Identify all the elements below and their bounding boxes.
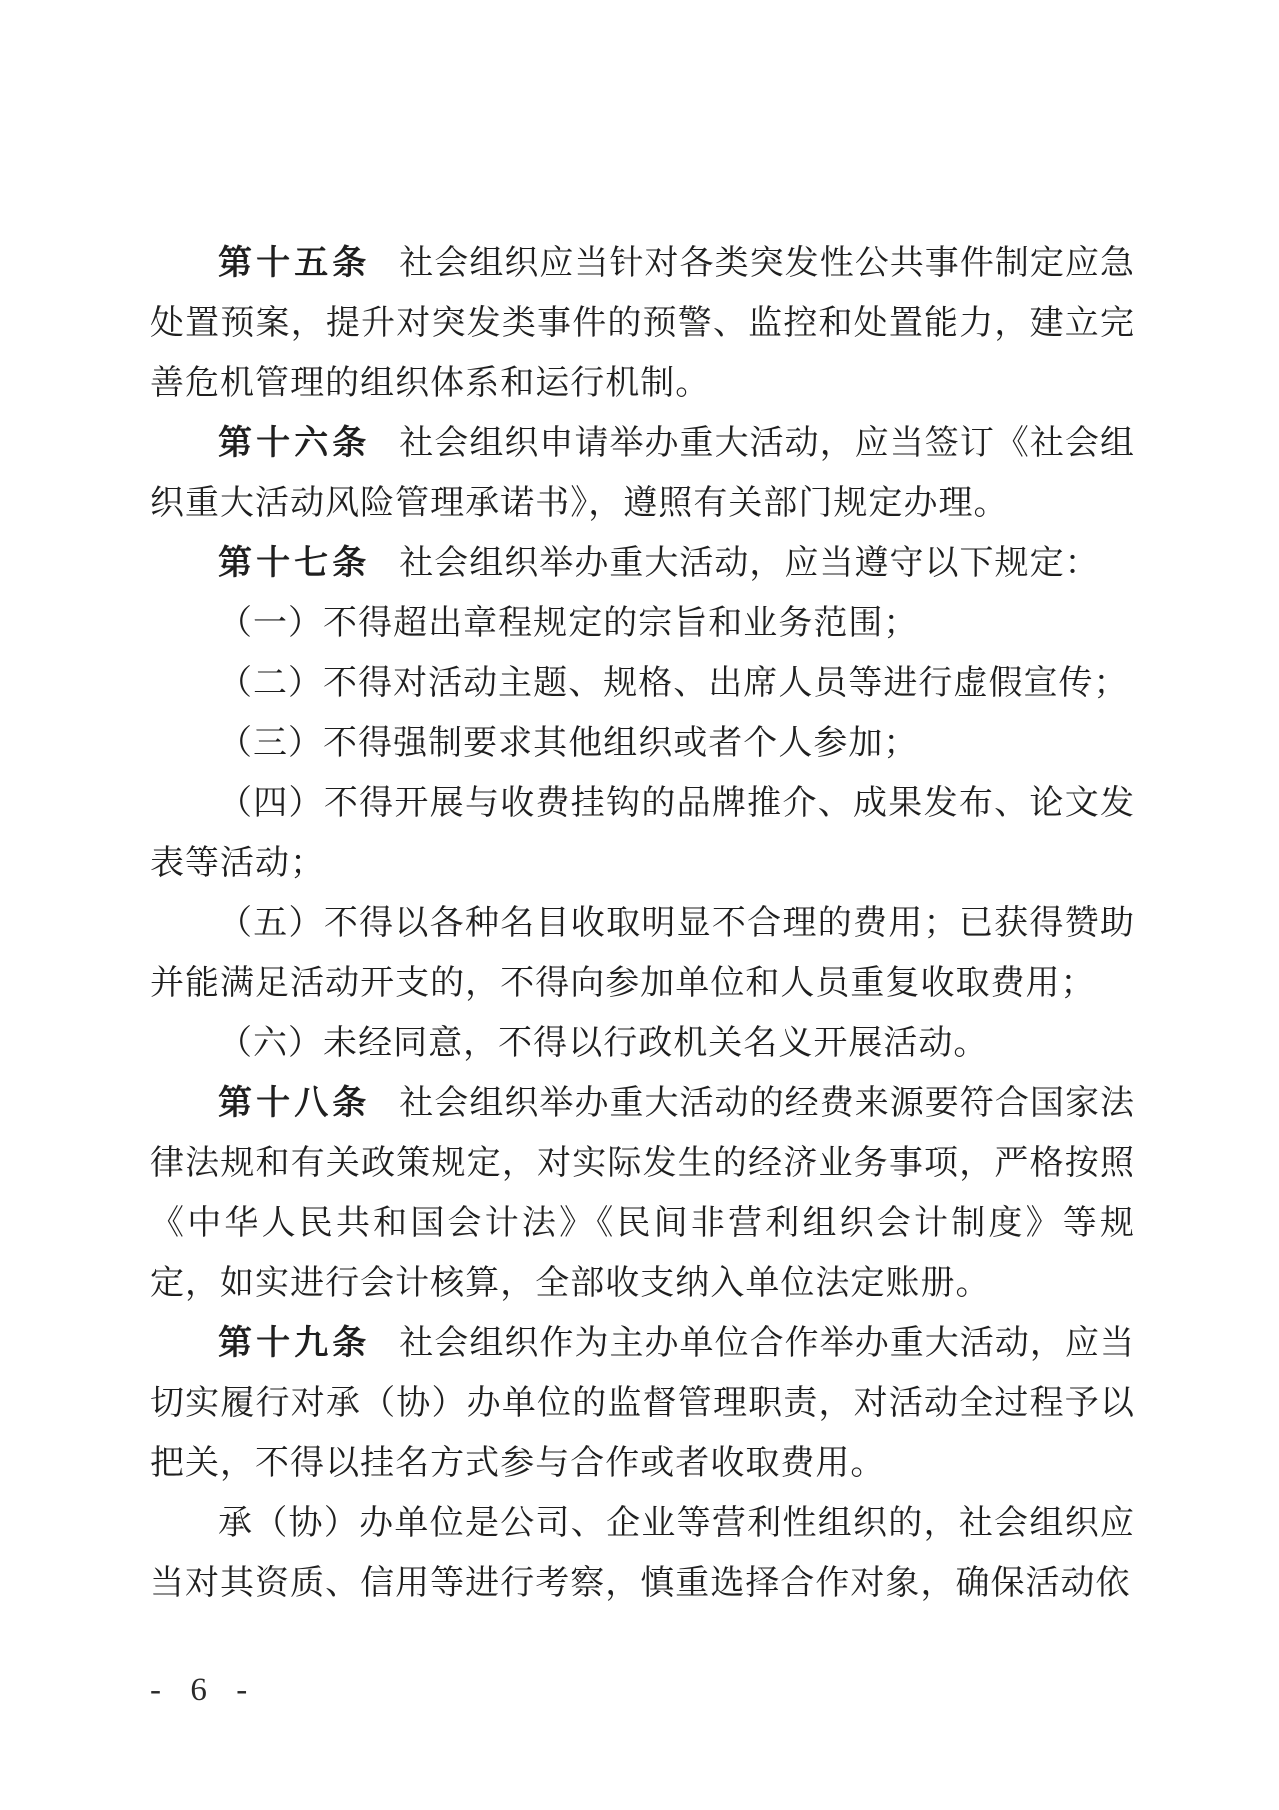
article-number: 第十八条 <box>218 1085 371 1122</box>
paragraph <box>150 234 1135 414</box>
paragraph-text: （六）未经同意，不得以行政机关名义开展活动。 <box>218 1025 989 1062</box>
article-number: 第十七条 <box>218 545 371 582</box>
document-body <box>150 234 1135 1614</box>
paragraph <box>150 534 1135 594</box>
paragraph-text: （五）不得以各种名目收取明显不合理的费用；已获得赞助并能满足活动开支的，不得向参加单位和人员重复收取费用； <box>150 905 1135 1002</box>
paragraph-text: 社会组织举办重大活动，应当遵守以下规定： <box>399 545 1100 582</box>
paragraph-text: 社会组织申请举办重大活动，应当签订《社会组织重大活动风险管理承诺书》，遵照有关部门规定办理。 <box>150 425 1135 522</box>
article-number: 第十五条 <box>218 245 371 282</box>
paragraph-text: 社会组织举办重大活动的经费来源要符合国家法律法规和有关政策规定，对实际发生的经济业务事项，严格按照《中华人民共和国会计法》《民间非营利组织会计制度》等规定，如实进行会计核算，全部收支纳入单位法定账册。 <box>150 1085 1135 1302</box>
paragraph-text: （三）不得强制要求其他组织或者个人参加； <box>218 725 919 762</box>
article-number: 第十六条 <box>218 425 371 462</box>
paragraph-text: （一）不得超出章程规定的宗旨和业务范围； <box>218 605 919 642</box>
paragraph-text: （二）不得对活动主题、规格、出席人员等进行虚假宣传； <box>218 665 1129 702</box>
page-number: - 6 - <box>150 1672 258 1708</box>
paragraph <box>150 1074 1135 1314</box>
paragraph <box>150 714 1135 774</box>
paragraph <box>150 414 1135 534</box>
paragraph-text: 承（协）办单位是公司、企业等营利性组织的，社会组织应当对其资质、信用等进行考察，慎重选择合作对象，确保活动依 <box>150 1505 1135 1602</box>
paragraph <box>150 1494 1135 1614</box>
paragraph <box>150 594 1135 654</box>
paragraph-text: 社会组织作为主办单位合作举办重大活动，应当切实履行对承（协）办单位的监督管理职责，对活动全过程予以把关，不得以挂名方式参与合作或者收取费用。 <box>150 1325 1135 1482</box>
paragraph <box>150 654 1135 714</box>
paragraph-text: （四）不得开展与收费挂钩的品牌推介、成果发布、论文发表等活动； <box>150 785 1135 882</box>
article-number: 第十九条 <box>218 1325 371 1362</box>
paragraph <box>150 774 1135 894</box>
paragraph <box>150 894 1135 1014</box>
paragraph <box>150 1014 1135 1074</box>
paragraph <box>150 1314 1135 1494</box>
paragraph-text: 社会组织应当针对各类突发性公共事件制定应急处置预案，提升对突发类事件的预警、监控和处置能力，建立完善危机管理的组织体系和运行机制。 <box>150 245 1135 402</box>
